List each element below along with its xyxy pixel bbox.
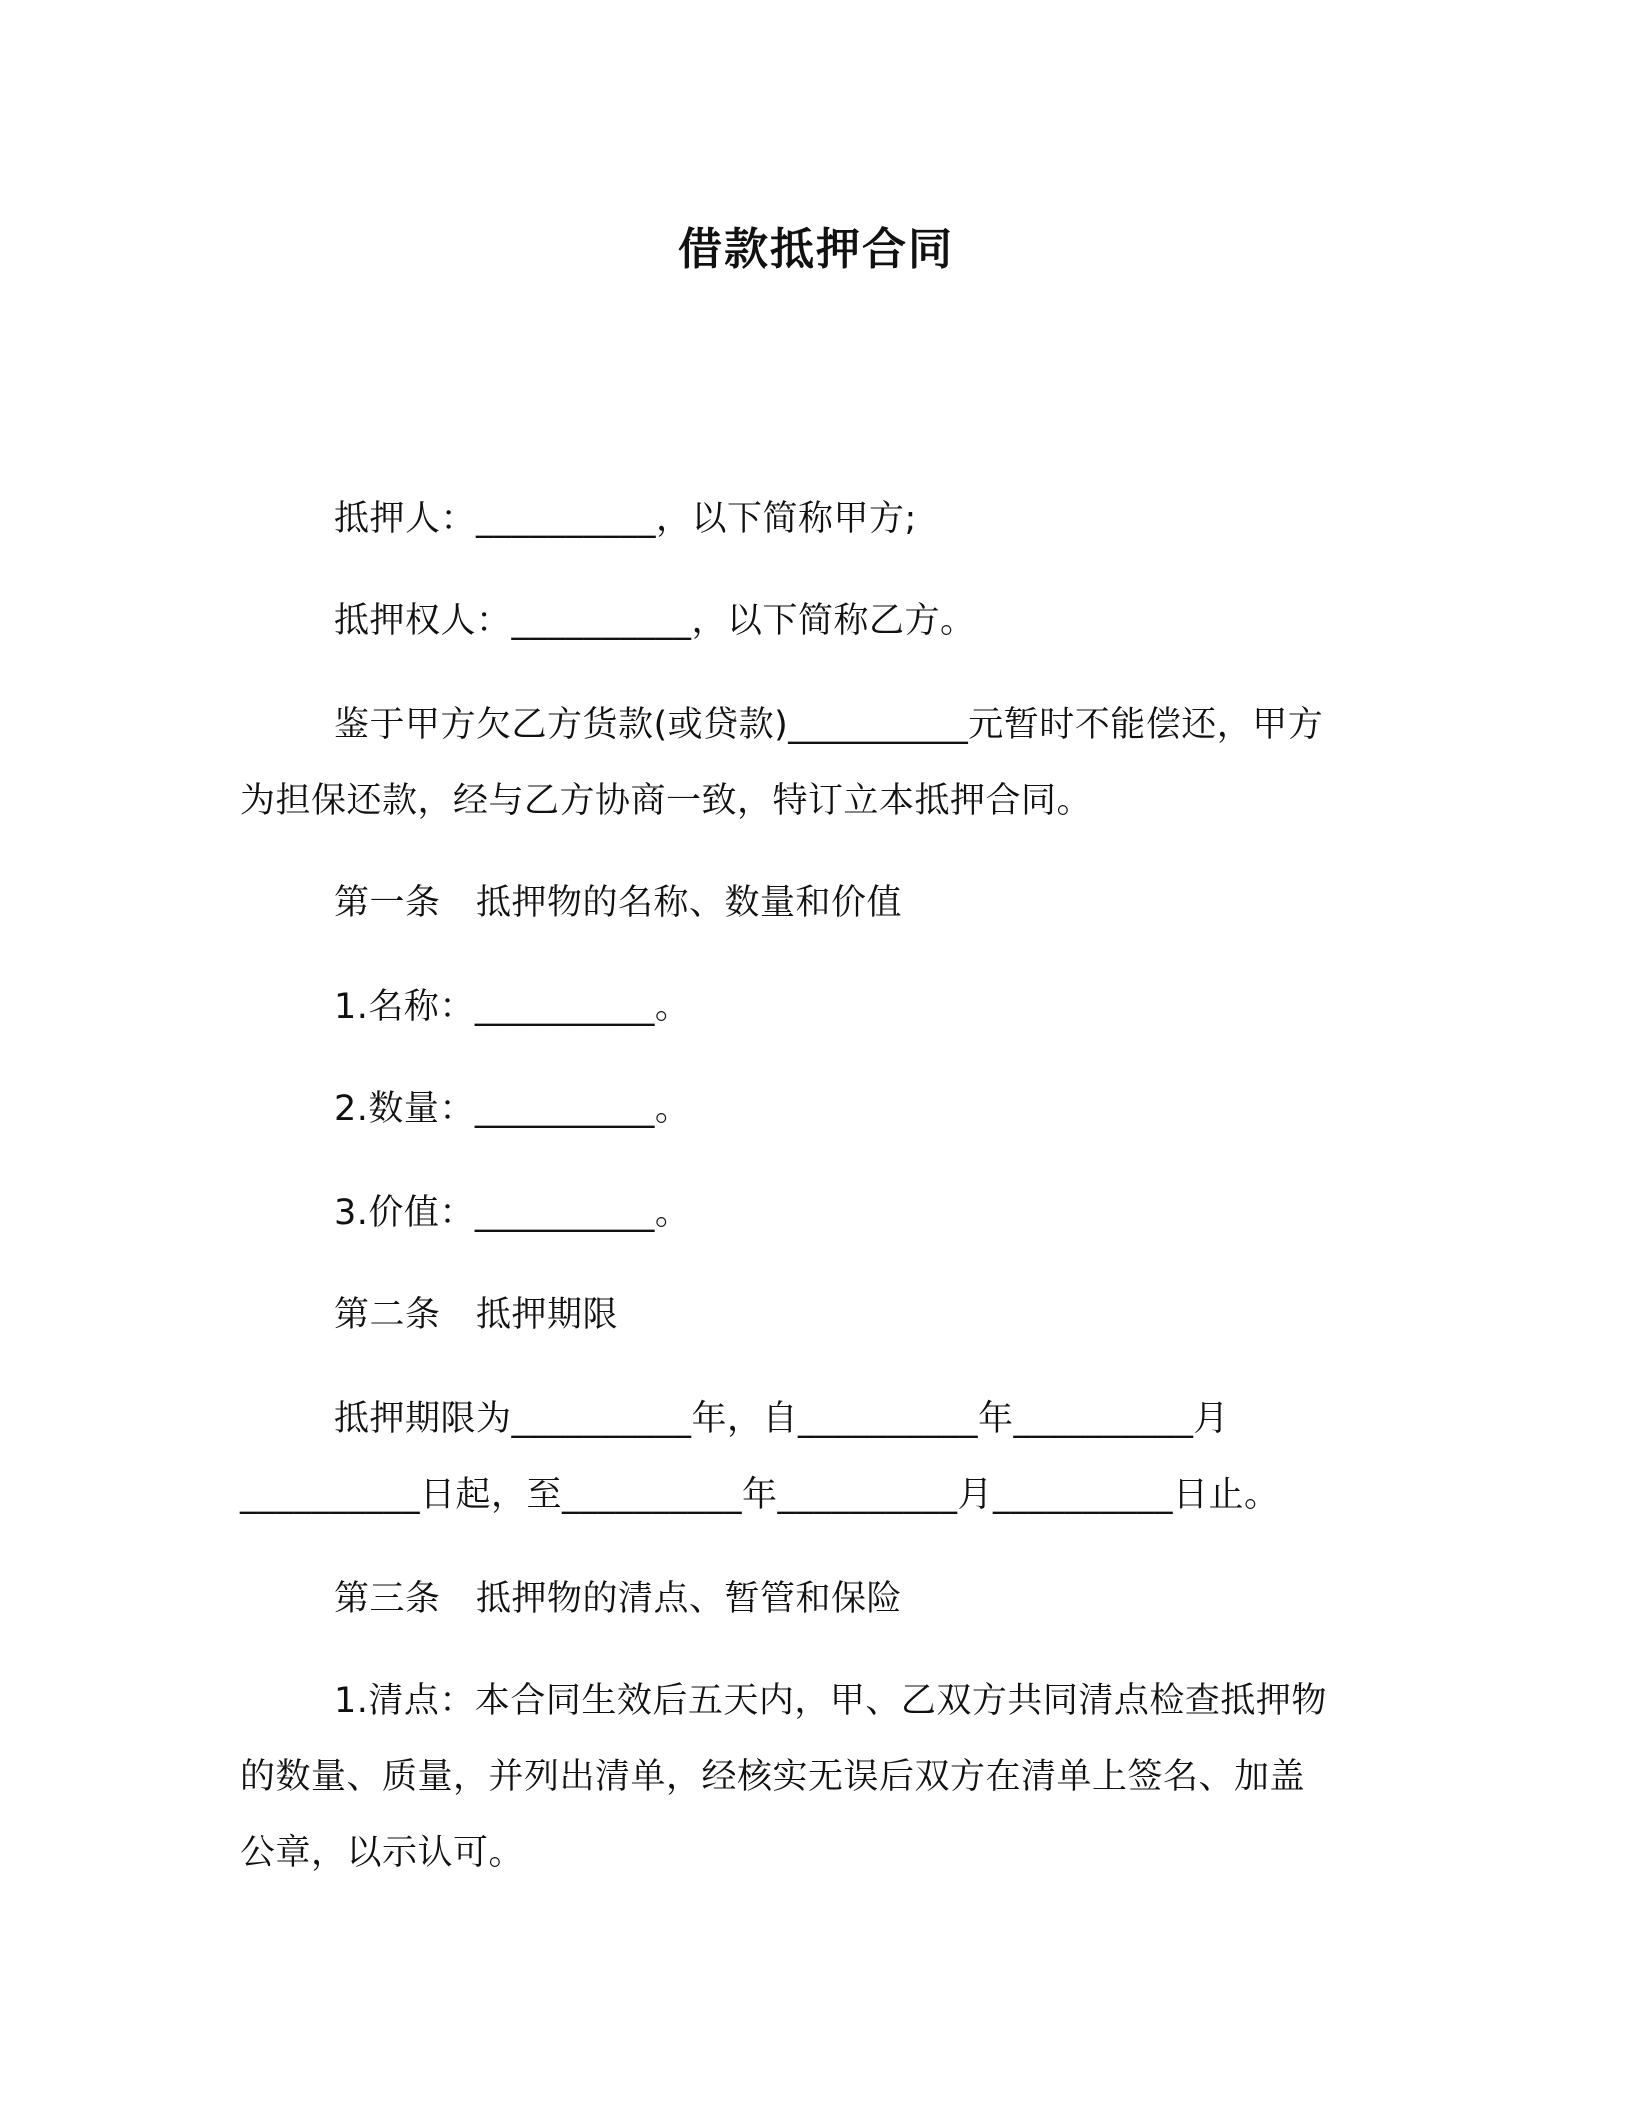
document-title: 借款抵押合同: [678, 224, 954, 275]
article-1-item-name: 1.名称：__________。: [334, 987, 691, 1027]
article-3-heading: 第三条 抵押物的清点、暂管和保险: [334, 1579, 903, 1619]
preamble-line-2: 为担保还款，经与乙方协商一致，特订立本抵押合同。: [240, 781, 1093, 821]
article-3-item-1-line-2: 的数量、质量，并列出清单，经核实无误后双方在清单上签名、加盖: [240, 1757, 1306, 1797]
article-3-item-1-line-1: 1.清点：本合同生效后五天内，甲、乙双方共同清点检查抵押物: [334, 1681, 1327, 1721]
article-1-item-value: 3.价值：__________。: [334, 1193, 691, 1233]
preamble-line-1: 鉴于甲方欠乙方货款(或贷款)__________元暂时不能偿还，甲方: [334, 705, 1324, 745]
article-2-text-line-1: 抵押期限为__________年，自__________年__________月: [334, 1399, 1230, 1439]
article-2-text-line-2: __________日起，至__________年__________月__________日止。: [240, 1475, 1280, 1515]
mortgagor-line: 抵押人：__________，以下简称甲方;: [334, 499, 917, 539]
mortgagee-line: 抵押权人：__________，以下简称乙方。: [334, 601, 976, 641]
article-1-item-quantity: 2.数量：__________。: [334, 1089, 691, 1129]
article-2-heading: 第二条 抵押期限: [334, 1295, 619, 1335]
article-1-heading: 第一条 抵押物的名称、数量和价值: [334, 883, 903, 923]
article-3-item-1-line-3: 公章，以示认可。: [240, 1833, 525, 1873]
